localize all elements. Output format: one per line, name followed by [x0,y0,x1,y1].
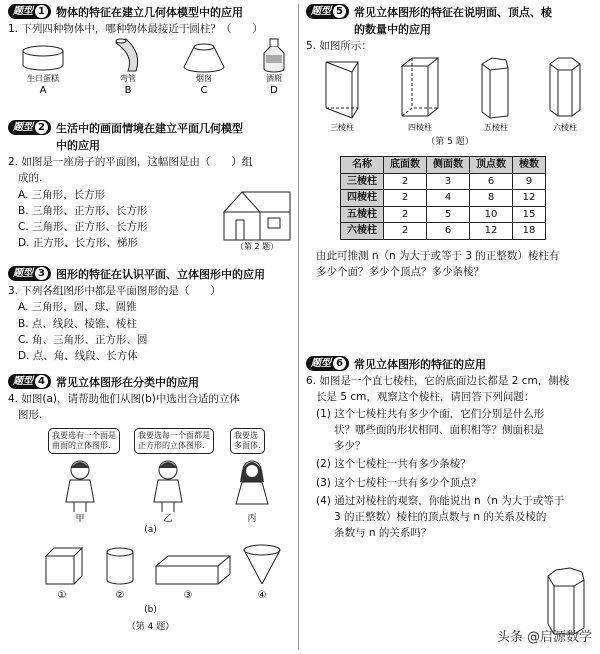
triangular-prism-figure [326,62,358,118]
option-d-caption: 酒瓶 [266,74,282,84]
cuboid-figure [156,556,230,584]
question-3: 3. 下列各组图形中都是平面图形的是（ ） [8,285,221,298]
section-6-badge: 题型 6 [306,356,349,371]
option-c-letter: C [200,85,208,96]
figure-b-label: (b) [144,604,157,615]
table-cell: 15 [513,206,546,223]
option-a-letter: A [39,85,47,96]
option-b-letter: B [124,85,132,96]
option-c-caption: 烟囱 [196,74,212,84]
table-cell: 18 [513,223,546,240]
prism-4-label: 四棱柱 [408,123,432,133]
table-cell: 9 [513,173,546,190]
bent-pipe-figure [116,39,138,71]
table-row [341,173,546,190]
figure-a [8,424,293,524]
table-header: 底面数 [384,157,427,174]
section-1-title: 物体的特征在建立几何体模型中的应用 [56,6,243,19]
section-2-title-line1: 生活中的画面情境在建立平面几何模型 [56,122,243,135]
section-4 [8,374,293,635]
prism-properties-table [340,156,546,240]
section-5-title-line1: 常见立体图形的特征在说明面、顶点、棱 [354,6,552,19]
question-3-option-c: C. 角、三角形、正方形、圆 [18,333,148,346]
shape-1-label: ① [57,589,67,601]
section-6-title: 常见立体图形的特征的应用 [354,358,486,371]
pentagonal-prism-figure [482,58,508,118]
person-bing-label: 丙 [247,513,257,524]
table-cell: 4 [427,190,470,207]
section-1-heading [8,4,293,21]
table-cell: 五棱柱 [341,206,384,223]
question-4-line2: 图形. [18,409,43,422]
table-cell: 6 [427,223,470,240]
person-jia-figure [66,461,94,512]
section-4-badge: 题型 4 [8,374,51,389]
person-jia-label: 甲 [75,513,85,524]
option-b-caption: 弯管 [120,74,136,84]
section-3-badge: 题型 3 [8,266,51,281]
speech-bubble-bing: 我要选 多面体. [230,428,265,454]
section-6-heading [306,356,594,373]
prism-5-label: 五棱柱 [484,123,508,133]
question-2-option-d: D. 正方形、长方形、梯形 [18,237,138,250]
question-6-line2: 长是 5 cm，观察这个棱柱，请回答下列问题： [316,391,535,404]
table-header: 顶点数 [470,157,513,174]
section-4-heading [8,374,293,391]
table-header-row [341,157,546,174]
shape-2-label: ② [115,589,125,601]
watermark: 头条 @启源数学 [496,629,592,645]
prisms-figure [306,54,594,132]
question-6-part-4: (4) 通过对棱柱的观察，你能说出 n（n 为大于或等于 3 的正整数）棱柱的顶点数与 n 的关系及棱的 条数与 n 的关系吗？ [316,494,565,540]
quadrilateral-prism-figure [402,58,438,116]
question-6-line1: 6. 如图是一个直七棱柱，它的底面边长都是 2 cm，侧棱 [306,375,570,388]
table-cell: 四棱柱 [341,190,384,207]
question-2-line2: 成的. [18,172,43,185]
table-cell: 12 [470,223,513,240]
question-2-option-b: B. 三角形、正方形、长方形 [18,204,148,217]
speech-bubble-yi: 我要选每一个面都是 正方形的立体图形. [134,428,214,454]
birthday-cake-figure [23,46,63,70]
section-3-title: 图形的特征在认识平面、立体图形中的应用 [56,268,265,281]
table-header: 棱数 [513,157,546,174]
figure-a-label: (a) [144,524,157,535]
question-3-option-d: D. 点、角、线段、长方体 [18,350,138,363]
question-6-part-2: (2) 这个七棱柱一共有多少条棱？ [316,458,471,471]
question-6-part-3: (3) 这个七棱柱一共有多少个顶点？ [316,476,482,489]
person-yi-label: 乙 [163,513,173,524]
question-5-intro: 5. 如图所示： [306,40,372,53]
section-2-heading [8,120,293,154]
question-4-line1: 4. 如图(a)，请帮助他们从图(b)中选出合适的立体 [8,393,240,406]
table-cell: 2 [384,223,427,240]
section-3 [8,266,293,364]
section-2 [8,120,293,252]
question-2-line1: 2. 如图是一座房子的平面图，这幅图是由（ ）组 [8,156,253,169]
children-figures [8,458,293,524]
hexagonal-prism-figure [550,58,580,116]
section-2-title-line2: 中的应用 [56,139,100,153]
section-4-title: 常见立体图形在分类中的应用 [56,376,199,389]
table-header: 侧面数 [427,157,470,174]
section-5-title-line2: 的数量中的应用 [354,23,431,37]
prism-3-label: 三棱柱 [330,123,354,133]
question-1: 1. 下列四种物体中，哪种物体最接近于圆柱？（ ） [8,23,263,36]
table-cell: 5 [427,206,470,223]
table-row [341,190,546,207]
figure-4-caption: （第 4 题） [126,622,175,633]
table-cell: 8 [470,190,513,207]
figure-5-caption: （第 5 题） [426,137,474,148]
section-1 [8,4,293,95]
section-1-badge: 题型 1 [8,4,51,19]
figure-b [8,542,293,604]
person-bing-figure [236,461,268,504]
cone-figure [244,545,280,584]
person-yi-figure [154,461,182,512]
table-cell: 2 [384,173,427,190]
question-5-follow-line2: 多少个面？多少个顶点？多少条棱？ [316,266,484,279]
question-5-follow-line1: 由此可推测 n（n 为大于或等于 3 的正整数）棱柱有 [316,249,560,262]
table-header: 名称 [341,157,384,174]
table-cell: 10 [470,206,513,223]
option-a-caption: 生日蛋糕 [27,74,59,84]
chimney-figure [184,44,224,72]
table-cell: 2 [384,206,427,223]
option-d-letter: D [270,85,278,96]
cube-figure [46,548,82,584]
table-cell: 6 [470,173,513,190]
question-2-option-c: C. 三角形、正方形、长方形 [18,221,148,234]
section-3-heading [8,266,293,283]
table-cell: 12 [513,190,546,207]
section-5-badge: 题型 5 [306,4,349,19]
table-cell: 3 [427,173,470,190]
section-5-heading [306,4,594,38]
column-divider [298,4,299,650]
question-3-option-a: A. 三角形、圆、球、圆锥 [18,301,137,314]
section-2-badge: 题型 2 [8,120,51,135]
section-5 [306,4,594,280]
table-row [341,223,546,240]
question-3-option-b: B. 点、线段、棱锥、棱柱 [18,317,137,330]
question-2-option-a: A. 三角形、长方形 [18,188,106,201]
table-cell: 三棱柱 [341,173,384,190]
section-6 [306,356,594,542]
wine-bottle-figure [264,39,284,72]
shape-4-label: ④ [257,589,267,601]
table-cell: 六棱柱 [341,223,384,240]
question-1-figures [8,37,293,95]
speech-bubble-jia: 我要选有一个面是 曲面的立体图形. [48,428,120,454]
house-figure [220,186,294,250]
question-6-part-1: (1) 这个七棱柱共有多少个面，它们分别是什么形 状？哪些面的形状相同、面积相等？侧面积是 多少？ [316,407,545,453]
table-cell: 2 [384,190,427,207]
figure-2-caption: （第 2 题） [235,242,279,250]
cylinder-figure [107,548,133,584]
table-row [341,206,546,223]
prism-6-label: 六棱柱 [553,123,577,133]
shape-3-label: ③ [183,589,193,601]
